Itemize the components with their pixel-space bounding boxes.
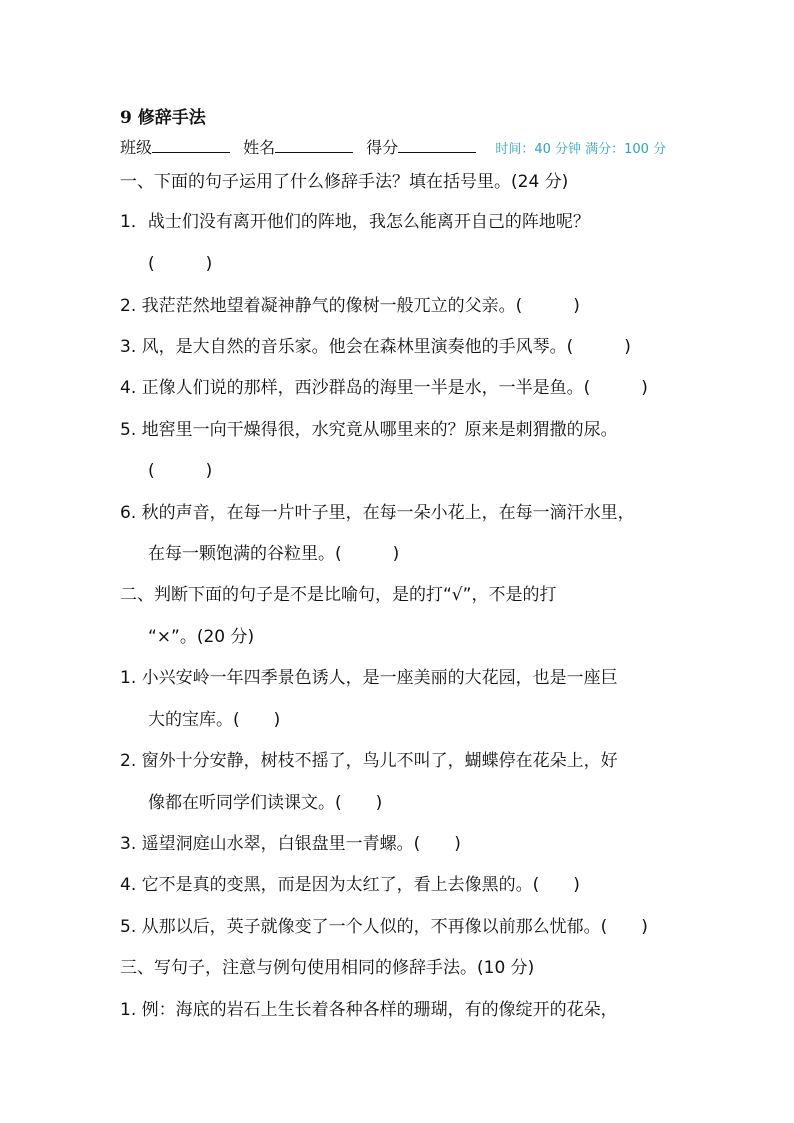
worksheet-title: 9 修辞手法 [120,108,206,128]
section2-heading: 二、判断下面的句子是不是比喻句，是的打“√”，不是的打 [120,585,557,605]
s1-answer-blank-1[interactable]: ( ) [148,254,213,274]
s1-question-5: 5. 地窖里一向干燥得很，水究竟从哪里来的？原来是刺猬撒的尿。 [120,420,618,440]
s1-question-1: 1．战士们没有离开他们的阵地，我怎么能离开自己的阵地呢？ [120,212,590,232]
s1-question-4: 4. 正像人们说的那样，西沙群岛的海里一半是水，一半是鱼。( ) [120,378,648,398]
s1-question-6: 6. 秋的声音，在每一片叶子里，在每一朵小花上，在每一滴汗水里， [120,503,635,523]
s2-question-1: 1. 小兴安岭一年四季景色诱人，是一座美丽的大花园，也是一座巨 [120,668,618,688]
name-blank[interactable] [275,136,353,153]
student-info-row [120,136,666,162]
class-label: 班级 [120,138,153,157]
s2-question-2: 2. 窗外十分安静，树枝不摇了，鸟儿不叫了，蝴蝶停在花朵上，好 [120,751,618,771]
s2-question-3: 3. 遥望洞庭山水翠，白银盘里一青螺。( ) [120,834,461,854]
name-label: 姓名 [243,138,276,157]
section3-heading: 三、写句子，注意与例句使用相同的修辞手法。(10 分) [120,958,535,978]
s1-answer-blank-5[interactable]: ( ) [148,461,213,481]
section1-heading: 一、下面的句子运用了什么修辞手法？填在括号里。(24 分) [120,172,569,192]
section2-heading-cont: “×”。(20 分) [148,627,255,647]
score-label: 得分 [366,138,399,157]
time-info: 时间：40 分钟 满分：100 分 [495,142,667,157]
class-blank[interactable] [152,136,230,153]
s2-question-4: 4. 它不是真的变黑，而是因为太红了，看上去像黑的。( ) [120,875,580,895]
s2-question-1-cont: 大的宝库。( ) [148,710,281,730]
s2-question-2-cont: 像都在听同学们读课文。( ) [148,793,383,813]
s2-question-5: 5. 从那以后，英子就像变了一个人似的，不再像以前那么忧郁。( ) [120,917,648,937]
s3-question-1: 1. 例：海底的岩石上生长着各种各样的珊瑚，有的像绽开的花朵， [120,1000,618,1020]
s1-question-3: 3. 风，是大自然的音乐家。他会在森林里演奏他的手风琴。( ) [120,337,631,357]
score-blank[interactable] [398,136,476,153]
s1-question-6-cont: 在每一颗饱满的谷粒里。( ) [148,544,400,564]
s1-question-2: 2. 我茫茫然地望着凝神静气的像树一般兀立的父亲。( ) [120,296,580,316]
